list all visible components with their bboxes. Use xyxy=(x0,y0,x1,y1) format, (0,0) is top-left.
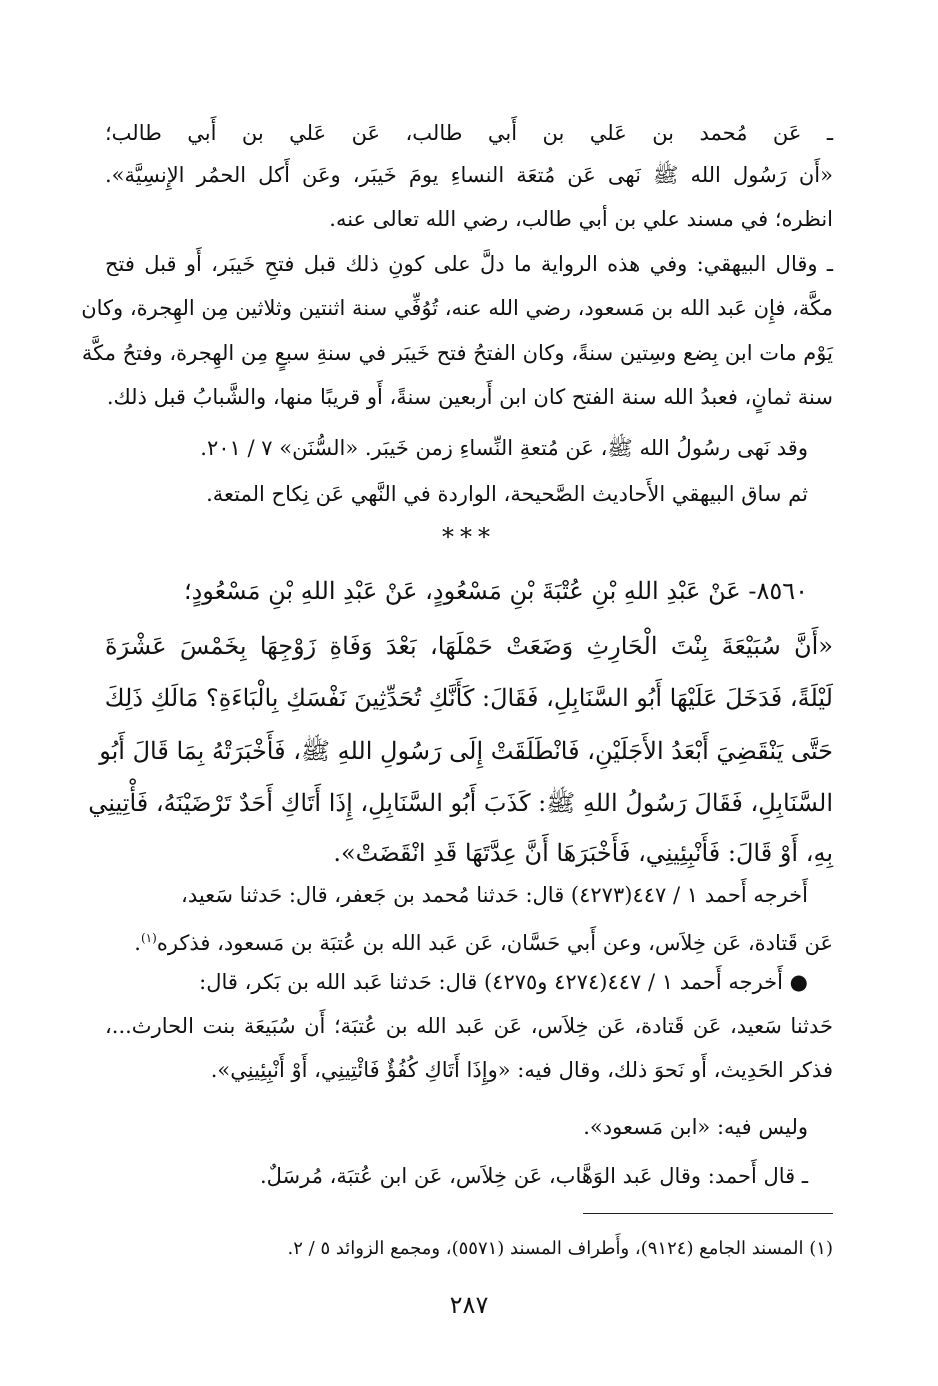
takhrij-line-1: أَخرجه أَحمد ١ / ٤٤٧(٤٢٧٣) قال: حَدثنا مُحمد بن جَعفر، قال: حَدثنا سَعيد، xyxy=(181,883,808,907)
section-separator: *** xyxy=(442,523,496,551)
hadith-line-4: السَّنَابِلِ، فَقَالَ رَسُولُ اللهِ ﷺ: كَذَبَ أَبُو السَّنَابِلِ، إِذَا أَتَاكِ أَحَدٌ تَرْضَيْنَهُ، فَأْتِينِي xyxy=(88,789,833,817)
takhrij-line-5: فذكر الحَدِيث، أَو نَحوَ ذلك، وقال فيه: «وإِذَا أَتَاكِ كُفُؤٌ فَائْتِينِي، أَوْ أَنْبِئِينِي». xyxy=(210,1058,833,1082)
text-line-1: ـ عَن مُحمد بن عَلي بن أَبي طالب، عَن عَلي بن أَبي طالب؛ xyxy=(105,121,833,145)
takhrij-line-7: ـ قال أَحمد: وقال عَبد الوَهَّاب، عَن خِلاَس، عَن ابن عُتبَة، مُرسَلٌ. xyxy=(259,1164,808,1188)
page-number: ٢٨٧ xyxy=(449,1291,489,1319)
footnote-reference: (١) xyxy=(140,931,157,945)
hadith-heading: ٨٥٦٠- عَنْ عَبْدِ اللهِ بْنِ عُتْبَةَ بْنِ مَسْعُودٍ، عَنْ عَبْدِ اللهِ بْنِ مَسْعُودٍ؛ xyxy=(183,577,808,605)
text-line-7: سنة ثمانٍ، فعبدُ الله سنة الفتح كان ابن أَربعين سنةً، أَو قريبًا منها، والشَّبابُ قبل ذلك. xyxy=(106,385,833,409)
text-line-2: «أَن رَسُول الله ﷺ نَهى عَن مُتعَة النساءِ يومَ خَيبَر، وعَن أَكل الحمُر الإِنسِيَّة». xyxy=(105,163,833,187)
hadith-line-2: لَيْلَةً، فَدَخَلَ عَلَيْهَا أَبُو السَّنَابِلِ، فَقَالَ: كَأَنَّكِ تُحَدِّثِينَ نَفْسَكِ بِالْبَاءَةِ؟ مَالَكِ ذَلِكَ xyxy=(104,684,833,712)
hadith-line-1: «أَنَّ سُبَيْعَةَ بِنْتَ الْحَارِثِ وَضَعَتْ حَمْلَهَا، بَعْدَ وَفَاةِ زَوْجِهَا بِخَمْسَ عَشْرَةَ xyxy=(105,632,833,660)
text-line-4: ـ وقال البيهقي: وفي هذه الرواية ما دلَّ على كونِ ذلك قبل فتحِ خَيبَر، أَو قبل فتح xyxy=(105,252,833,276)
footnote-divider xyxy=(583,1213,833,1214)
text-line-6: يَوْم مات ابن بِضع وسِتين سنةً، وكان الفتحُ فتح خَيبَر في سنةِ سبعٍ مِن الهِجرة، وفتحُ مكَّة xyxy=(81,341,833,365)
text-line-3: انظره؛ في مسند علي بن أبي طالب، رضي الله تعالى عنه. xyxy=(329,207,833,231)
footnote: (١) المسند الجامع (٩١٢٤)، وأَطراف المسند (٥٥٧١)، ومجمع الزوائد ٥ / ٢. xyxy=(287,1238,833,1259)
text-line-9: ثم ساق البيهقي الأَحاديث الصَّحيحة، الواردة في النَّهي عَن نِكاح المتعة. xyxy=(206,482,808,506)
takhrij-line-2: عَن قَتادة، عَن خِلاَس، وعن أَبي حَسَّان، عَن عَبد الله بن عُتبَة بن مَسعود، فذكره$^{(١)}$. xyxy=(134,931,833,955)
takhrij-line-2-text: عَن قَتادة، عَن خِلاَس، وعن أَبي حَسَّان، عَن عَبد الله بن عُتبَة بن مَسعود، فذكره xyxy=(156,931,833,955)
takhrij-line-3: ● أَخرجه أَحمد ١ / ٤٤٧(٤٢٧٤ و٤٢٧٥) قال: حَدثنا عَبد الله بن بَكر، قال: xyxy=(199,970,808,994)
text-line-5: مكَّة، فإِن عَبد الله بن مَسعود، رضي الله عنه، تُوُفِّي سنة اثنتين وثلاثين مِن الهِجرة، وكان xyxy=(81,296,833,320)
takhrij-line-4: حَدثنا سَعيد، عَن قَتادة، عَن خِلاَس، عَن عَبد الله بن عُتبَة؛ أَن سُبَيعَة بنت الحارث...، xyxy=(105,1014,833,1038)
text-line-8: وقد نَهى رسُولُ الله ﷺ، عَن مُتعةِ النِّساءِ زمن خَيبَر. «السُّنَن» ٧ / ٢٠١. xyxy=(200,436,808,460)
takhrij-line-6: وليس فيه: «ابن مَسعود». xyxy=(583,1115,808,1139)
hadith-line-5: بِهِ، أَوْ قَالَ: فَأَنْبِئِينِي، فَأَخْبَرَهَا أَنَّ عِدَّتَهَا قَدِ انْقَضَتْ». xyxy=(333,839,833,867)
hadith-line-3: حَتَّى يَنْقَضِيَ أَبْعَدُ الأَجَلَيْنِ، فَانْطَلَقَتْ إِلَى رَسُولِ اللهِ ﷺ، فَأَخْبَرَتْهُ بِمَا قَالَ أَبُو xyxy=(99,737,833,765)
